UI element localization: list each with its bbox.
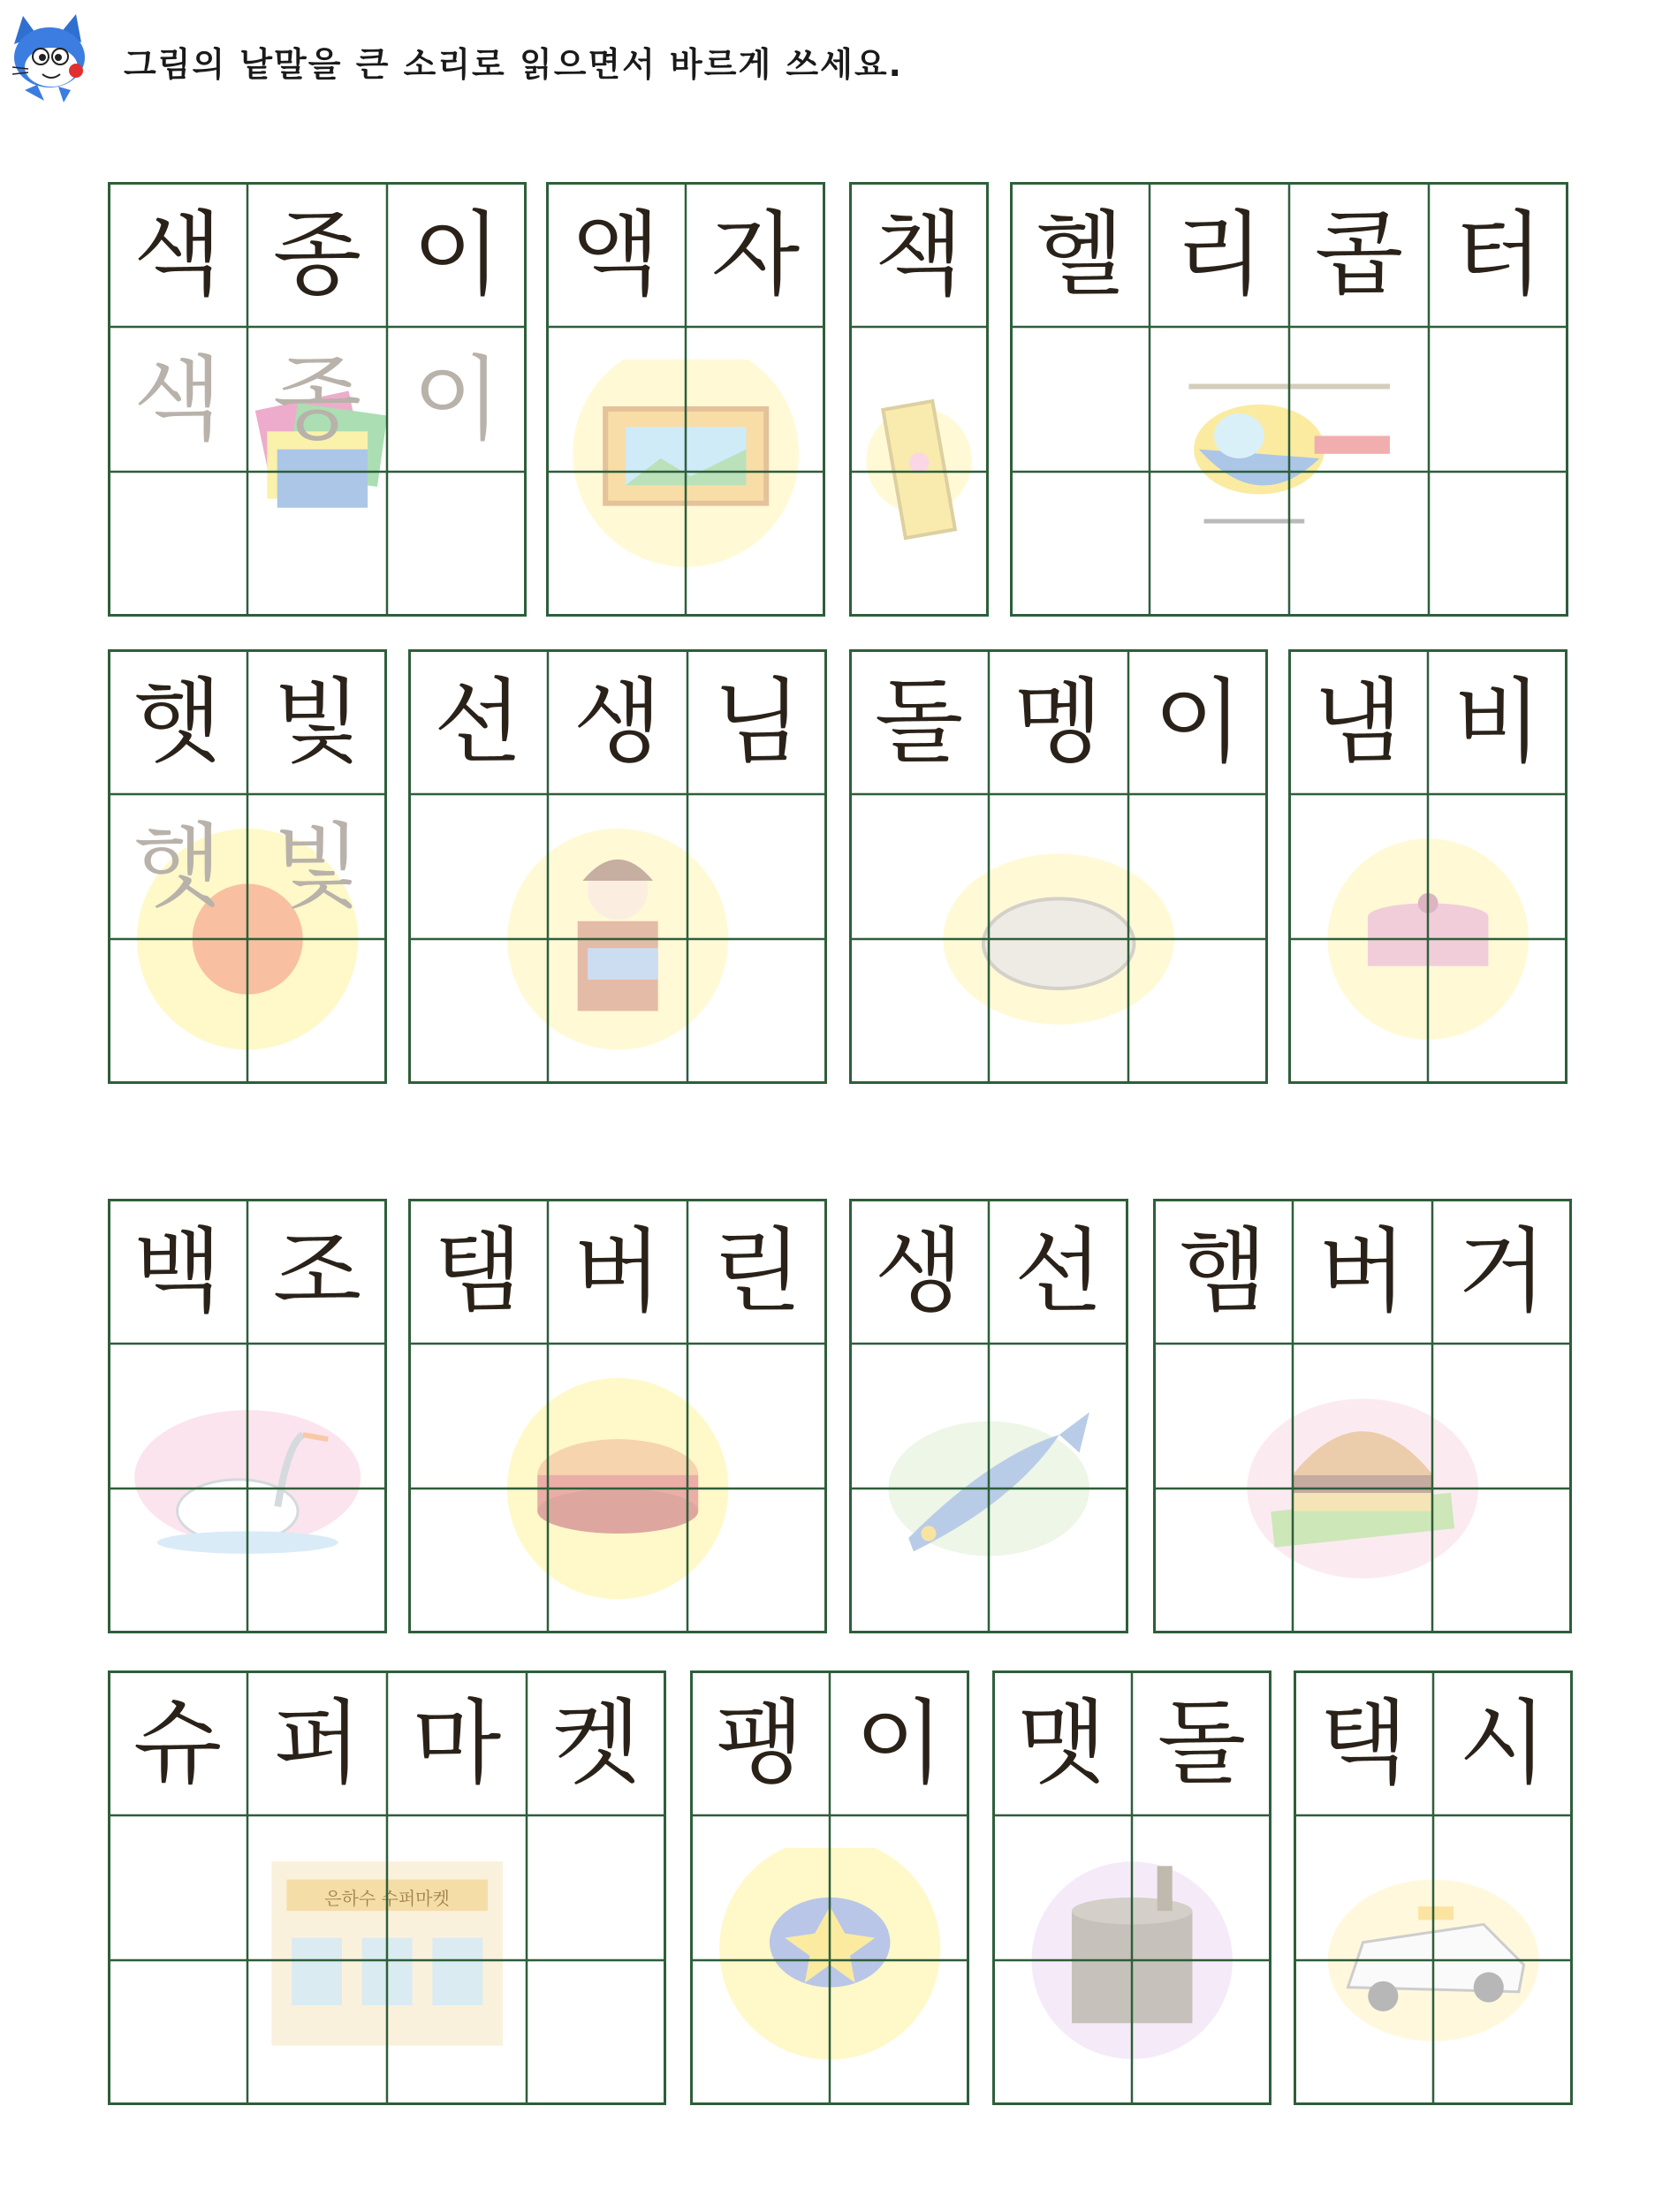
writing-cell[interactable]: [1132, 1960, 1271, 2105]
writing-cell[interactable]: [687, 1344, 827, 1489]
model-letter: 리: [1174, 201, 1264, 308]
model-letter: 택: [1318, 1689, 1408, 1797]
model-letter: 맷: [1017, 1689, 1107, 1797]
writing-cell[interactable]: [548, 1489, 687, 1633]
writing-cell[interactable]: [849, 794, 989, 939]
writing-cell[interactable]: [1293, 1489, 1432, 1633]
word-box-chaek: [849, 182, 989, 617]
writing-cell[interactable]: [247, 1960, 387, 2105]
model-letter: 돌: [874, 668, 964, 776]
model-letter: 이: [854, 1689, 945, 1797]
model-letter: 멩: [1013, 668, 1104, 776]
writing-cell[interactable]: [849, 1344, 989, 1489]
supermarket-sign: 은하수 수퍼마켓: [324, 1887, 450, 1909]
writing-cell[interactable]: [1429, 472, 1568, 617]
word-box-taeksi: [1294, 1670, 1573, 2105]
writing-cell[interactable]: [387, 472, 527, 617]
model-letter: 린: [712, 1217, 802, 1325]
writing-cell[interactable]: [1128, 794, 1268, 939]
writing-cell[interactable]: [527, 1960, 666, 2105]
writing-cell[interactable]: [686, 327, 825, 472]
writing-cell[interactable]: [1429, 327, 1568, 472]
model-letter: 백: [133, 1217, 223, 1325]
word-box-seonsaengnim: [408, 649, 827, 1084]
trace-letter: 이: [412, 345, 502, 453]
writing-cell[interactable]: [108, 939, 247, 1084]
word-box-syupeomaket: [108, 1670, 666, 2105]
model-letter: 생: [874, 1217, 964, 1325]
writing-cell[interactable]: [408, 1344, 548, 1489]
model-letter: 터: [1454, 201, 1544, 308]
model-letter: 이: [412, 201, 502, 308]
writing-cell[interactable]: [989, 1344, 1128, 1489]
writing-cell[interactable]: [527, 1815, 666, 1960]
word-box-dolmengi: [849, 649, 1268, 1084]
writing-cell[interactable]: [548, 1344, 687, 1489]
writing-cell[interactable]: [1289, 327, 1429, 472]
writing-cell[interactable]: [1293, 1344, 1432, 1489]
word-box-haetbit: [108, 649, 387, 1084]
word-box-naembi: [1288, 649, 1568, 1084]
model-letter: 시: [1458, 1689, 1548, 1797]
model-letter: 햄: [1178, 1217, 1268, 1325]
word-box-saekjongi: [108, 182, 527, 617]
model-letter: 거: [1457, 1217, 1547, 1325]
writing-cell[interactable]: [387, 1815, 527, 1960]
word-box-haembeogeo: [1153, 1199, 1572, 1633]
writing-cell[interactable]: [687, 939, 827, 1084]
writing-cell[interactable]: [1010, 327, 1150, 472]
model-letter: 책: [874, 201, 964, 308]
writing-cell[interactable]: [108, 1489, 247, 1633]
writing-cell[interactable]: [108, 472, 247, 617]
writing-cell[interactable]: [849, 939, 989, 1084]
writing-cell[interactable]: [1433, 1960, 1573, 2105]
writing-cell[interactable]: [686, 472, 825, 617]
writing-cell[interactable]: [830, 1815, 969, 1960]
writing-cell[interactable]: [992, 1815, 1132, 1960]
writing-cell[interactable]: [1433, 1815, 1573, 1960]
writing-cell[interactable]: [1432, 1489, 1572, 1633]
model-letter: 선: [1013, 1217, 1104, 1325]
writing-cell[interactable]: [1428, 794, 1568, 939]
model-letter: 빛: [272, 668, 362, 776]
writing-cell[interactable]: [830, 1960, 969, 2105]
writing-cell[interactable]: [849, 1489, 989, 1633]
writing-cell[interactable]: [989, 939, 1128, 1084]
writing-cell[interactable]: [849, 472, 989, 617]
writing-cell[interactable]: [408, 939, 548, 1084]
trace-letter: 종: [272, 345, 362, 453]
writing-cell[interactable]: [548, 939, 687, 1084]
word-box-saengseon: [849, 1199, 1128, 1633]
instruction-text: 그림의 낱말을 큰 소리로 읽으면서 바르게 쓰세요.: [124, 45, 903, 84]
model-letter: 색: [133, 201, 223, 308]
writing-cell[interactable]: [1288, 794, 1428, 939]
writing-cell[interactable]: [546, 327, 686, 472]
writing-cell[interactable]: [1128, 939, 1268, 1084]
writing-cell[interactable]: [1153, 1489, 1293, 1633]
trace-letter: 햇: [133, 813, 223, 920]
model-letter: 님: [712, 668, 802, 776]
writing-cell[interactable]: [548, 794, 687, 939]
model-letter: 생: [573, 668, 663, 776]
writing-cell[interactable]: [1428, 939, 1568, 1084]
writing-cell[interactable]: [1294, 1815, 1433, 1960]
writing-cell[interactable]: [1289, 472, 1429, 617]
model-letter: 액: [571, 201, 661, 308]
writing-cell[interactable]: [1150, 472, 1289, 617]
writing-cell[interactable]: [1288, 939, 1428, 1084]
writing-cell[interactable]: [108, 1344, 247, 1489]
writing-cell[interactable]: [687, 1489, 827, 1633]
writing-cell[interactable]: [849, 327, 989, 472]
writing-cell[interactable]: [989, 1489, 1128, 1633]
writing-cell[interactable]: [1132, 1815, 1271, 1960]
writing-cell[interactable]: [1010, 472, 1150, 617]
writing-cell[interactable]: [1432, 1344, 1572, 1489]
writing-cell[interactable]: [989, 794, 1128, 939]
model-letter: 마: [412, 1689, 502, 1797]
writing-cell[interactable]: [546, 472, 686, 617]
writing-cell[interactable]: [387, 1960, 527, 2105]
model-letter: 자: [710, 201, 801, 308]
writing-cell[interactable]: [108, 1815, 247, 1960]
model-letter: 냄: [1313, 668, 1403, 776]
trace-letter: 빛: [272, 813, 362, 920]
model-letter: 콥: [1314, 201, 1404, 308]
word-box-taembeorin: [408, 1199, 827, 1633]
model-letter: 켓: [551, 1689, 641, 1797]
model-letter: 퍼: [272, 1689, 362, 1797]
model-letter: 슈: [133, 1689, 223, 1797]
writing-cell[interactable]: [1294, 1960, 1433, 2105]
model-letter: 탬: [433, 1217, 523, 1325]
writing-cell[interactable]: [1153, 1344, 1293, 1489]
writing-cell[interactable]: [247, 472, 387, 617]
model-letter: 돌: [1157, 1689, 1247, 1797]
word-box-hellikopteo: [1010, 182, 1568, 617]
writing-cell[interactable]: [690, 1960, 830, 2105]
writing-cell[interactable]: [992, 1960, 1132, 2105]
word-box-baekjo: [108, 1199, 387, 1633]
word-box-aekja: [546, 182, 825, 617]
word-box-paengi: [690, 1670, 969, 2105]
model-letter: 비: [1453, 668, 1543, 776]
model-letter: 이: [1153, 668, 1243, 776]
writing-cell[interactable]: [1150, 327, 1289, 472]
model-letter: 선: [433, 668, 523, 776]
writing-cell[interactable]: [247, 1815, 387, 1960]
model-letter: 버: [573, 1217, 663, 1325]
writing-cell[interactable]: [690, 1815, 830, 1960]
writing-cell[interactable]: [408, 794, 548, 939]
writing-cell[interactable]: [247, 1344, 387, 1489]
model-letter: 버: [1317, 1217, 1408, 1325]
writing-cell[interactable]: [247, 939, 387, 1084]
writing-cell[interactable]: [408, 1489, 548, 1633]
word-box-maetdol: [992, 1670, 1271, 2105]
model-letter: 헬: [1035, 201, 1125, 308]
model-letter: 종: [272, 201, 362, 308]
writing-cell[interactable]: [247, 1489, 387, 1633]
writing-cell[interactable]: [108, 1960, 247, 2105]
trace-letter: 색: [133, 345, 223, 453]
writing-cell[interactable]: [687, 794, 827, 939]
model-letter: 조: [272, 1217, 362, 1325]
model-letter: 햇: [133, 668, 223, 776]
model-letter: 팽: [715, 1689, 805, 1797]
